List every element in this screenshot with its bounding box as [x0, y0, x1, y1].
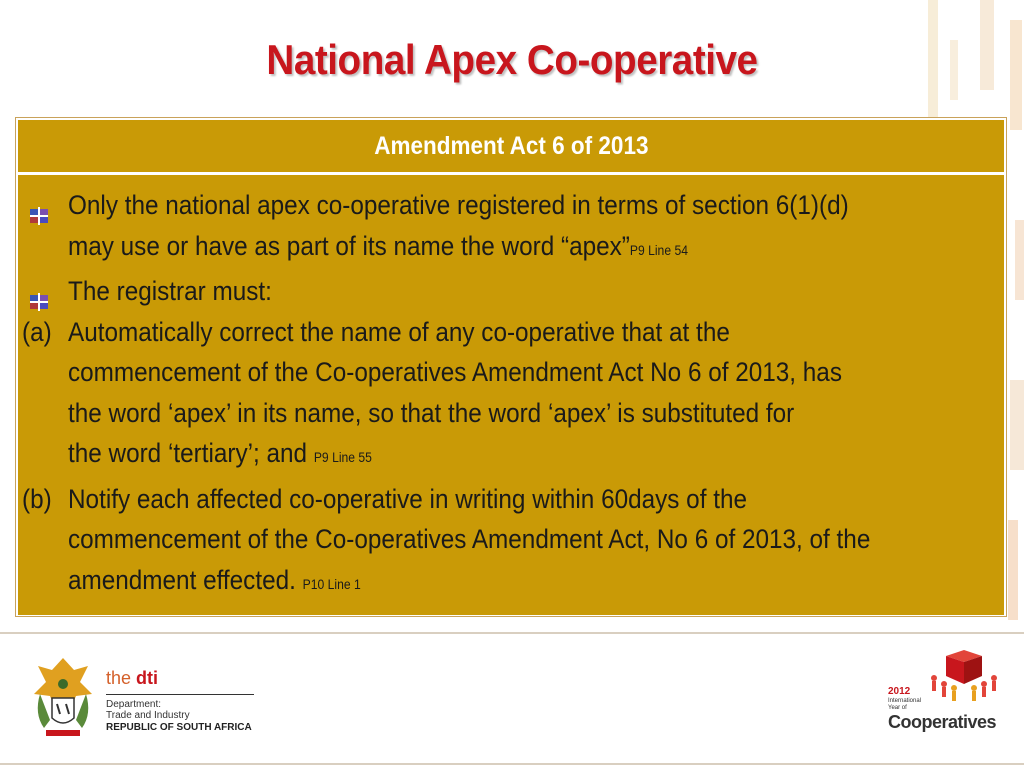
item-text: Automatically correct the name of any co-operative that at the: [68, 316, 730, 347]
item-text: Notify each affected co-operative in writing within 60days of the: [68, 483, 747, 514]
dti-divider: [106, 694, 254, 695]
coop-logo-year: 2012: [888, 686, 911, 697]
page-title: National Apex Co-operative: [266, 36, 758, 83]
amendment-table: [16, 118, 1006, 616]
list-item: [18, 312, 1004, 479]
bullet-icon: [30, 282, 48, 300]
item-text: commencement of the Co-operatives Amendment Act No 6 of 2013, has: [68, 357, 842, 387]
page-reference: P9 Line 55: [313, 450, 372, 465]
coop-logo-subtitle: International Year of: [888, 698, 922, 711]
item-text: may use or have as part of its name the word “apex”: [68, 230, 630, 261]
footer-divider: [0, 632, 1024, 634]
item-text: Only the national apex co-operative registered in terms of section 6(1)(d): [68, 190, 849, 220]
table-header-label: Amendment Act 6 of 2013: [373, 131, 649, 160]
coat-of-arms-logo: [30, 654, 96, 742]
list-item: [18, 479, 1004, 606]
item-text: amendment effected.: [68, 564, 296, 595]
dti-logo-text: the dti: [106, 668, 159, 688]
item-text: the word ‘tertiary’; and: [68, 438, 308, 468]
coop-logo-word: Cooperatives: [888, 712, 997, 732]
item-text: commencement of the Co-operatives Amendment Act, No 6 of 2013, of the: [68, 524, 871, 554]
dti-country: REPUBLIC OF SOUTH AFRICA: [106, 722, 252, 733]
table-header: [18, 120, 1004, 175]
bullet-icon: [30, 196, 48, 214]
page-reference: P9 Line 54: [629, 242, 688, 258]
item-marker: (b): [22, 483, 52, 514]
item-text: The registrar must:: [68, 276, 272, 306]
table-body: [18, 175, 1004, 615]
bottom-border: [0, 763, 1024, 765]
page-reference: P10 Line 1: [302, 576, 361, 592]
list-item: [18, 271, 1004, 312]
list-item: [18, 185, 1004, 271]
item-text: the word ‘apex’ in its name, so that the word ‘apex’ is substituted for: [68, 397, 795, 428]
item-marker: (a): [22, 316, 52, 347]
cooperatives-logo-graphic: [924, 648, 1000, 704]
dti-department: Department: Trade and Industry: [106, 699, 190, 721]
